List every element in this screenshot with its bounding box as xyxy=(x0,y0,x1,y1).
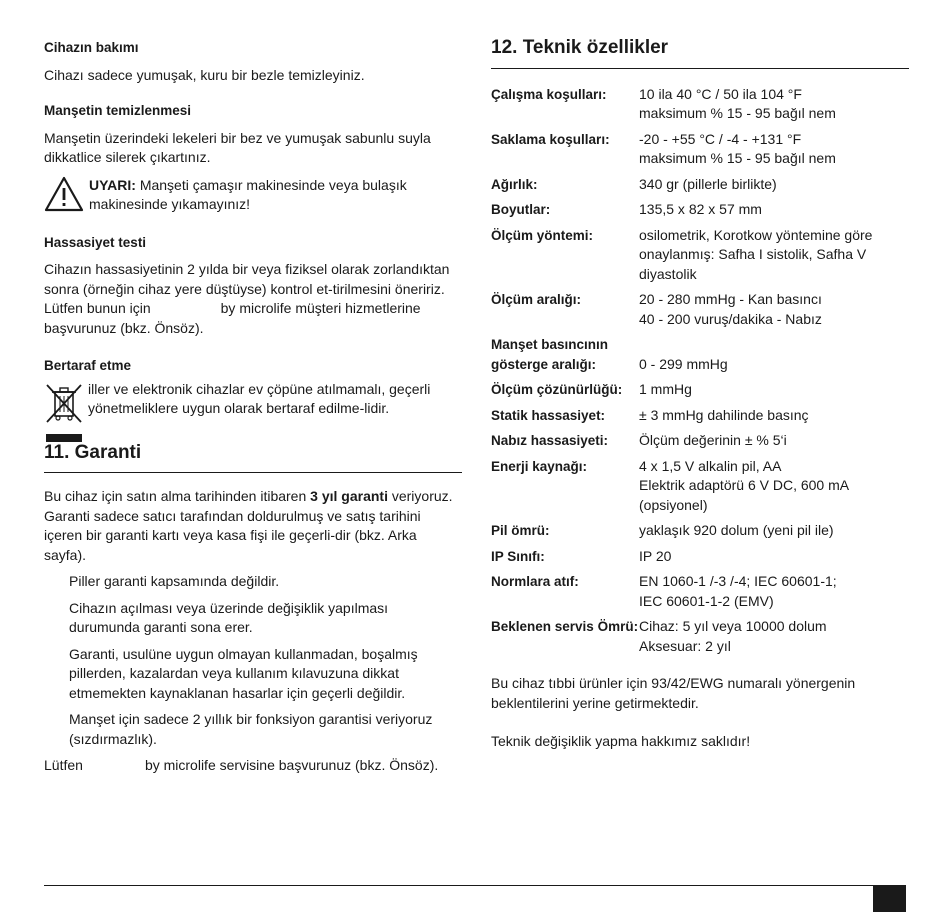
warranty-bullet: Cihazın açılması veya üzerinde değişiklik yapılması durumunda garanti sona erer. xyxy=(69,599,389,635)
spec-row: Nabız hassasiyeti: Ölçüm değerinin ± % 5‘i xyxy=(491,432,787,448)
care-heading: Cihazın bakımı xyxy=(44,40,139,55)
care-text: Cihazı sadece yumuşak, kuru bir bezle temizleyiniz. xyxy=(44,66,365,83)
spec-row: IP Sınıfı: IP 20 xyxy=(491,547,672,564)
spec-row: Ölçüm çözünürlüğü: 1 mmHg xyxy=(491,381,692,397)
spec-row: Ağırlık: 340 gr (pillerle birlikte) xyxy=(491,175,777,192)
spec-row: Statik hassasiyet: ± 3 mmHg dahilinde basınç xyxy=(491,406,809,423)
warning-triangle-icon xyxy=(44,176,84,212)
warranty-bullet: Garanti, usulüne uygun olmayan kullanmadan, boşalmış pillerden, kazalardan veya kullanım kılavuzuna dikkat etmemekten kaynaklanan hasarlar için geçerli değildir. xyxy=(69,645,418,701)
warning-text: Manşeti çamaşır makinesinde veya bulaşık makinesinde yıkamayınız! xyxy=(89,176,407,212)
spec-row: Boyutlar: 135,5 x 82 x 57 mm xyxy=(491,201,762,217)
cuff-cleaning-text: Manşetin üzerindeki lekeleri bir bez ve yumuşak sabunlu suyla dikkatlice silerek çıkartınız. xyxy=(44,129,431,165)
warning-note xyxy=(44,176,462,215)
accuracy-text: Cihazın hassasiyetinin 2 yılda bir veya fiziksel olarak zorlandıktan sonra (örneğin cihaz yere düştüyse) kontrol et-tirilmesini öneririz. Lütfen bunun için by microlife müşteri hizmetlerine başvurunuz (bkz. Önsöz). xyxy=(44,261,450,336)
crossed-bin-icon xyxy=(44,380,84,450)
spec-row: Normlara atıf: EN 1060-1 /-3 /-4; IEC 60601-1; IEC 60601-1-2 (EMV) xyxy=(491,573,837,609)
spec-row: Enerji kaynağı: 4 x 1,5 V alkalin pil, AA Elektrik adaptörü 6 V DC, 600 mA (opsiyonel) xyxy=(491,457,850,513)
spec-row: Saklama koşulları: -20 - +55 °C / -4 - +131 °F maksimum % 15 - 95 bağıl nem xyxy=(491,130,836,166)
disposal-heading: Bertaraf etme xyxy=(44,358,132,373)
spec-row: Pil ömrü: yaklaşık 920 dolum (yeni pil ile) xyxy=(491,522,834,538)
footer-divider xyxy=(44,885,906,886)
warranty-closing: Lütfen by microlife servisine başvurunuz (bkz. Önsöz). xyxy=(44,757,439,773)
spec-row: Beklenen servis Ömrü: Cihaz: 5 yıl veya 10000 dolum Aksesuar: 2 yıl xyxy=(491,618,827,654)
warranty-intro: Bu cihaz için satın alma tarihinden itibaren 3 yıl garanti veriyoruz. Garanti sadece satıcı tarafından doldurulmuş ve satış tarihini içeren bir garanti kartı veya kasa fişi ile geçerli-dir (bkz. Arka sayfa). xyxy=(44,488,453,563)
disposal-note xyxy=(44,380,462,419)
warranty-bullet: Manşet için sadece 2 yıllık bir fonksiyon garantisi veriyoruz (sızdırmazlık). xyxy=(69,711,433,747)
page-marker xyxy=(873,886,906,912)
directive-text: Bu cihaz tıbbi ürünler için 93/42/EWG numaralı yönergenin beklentilerini yerine getirmektedir. xyxy=(491,675,856,711)
accuracy-heading: Hassasiyet testi xyxy=(44,234,147,250)
disposal-text: iller ve elektronik cihazlar ev çöpüne atılmamalı, geçerli yönetmeliklere uygun olarak bertaraf edilme-lidir. xyxy=(88,380,431,416)
warranty-bullet: Piller garanti kapsamında değildir. xyxy=(69,573,280,589)
warning-label: UYARI: xyxy=(89,176,136,193)
left-column xyxy=(44,38,462,776)
tech-specs-title: 12. Teknik özellikler xyxy=(491,38,909,69)
reserve-text: Teknik değişiklik yapma hakkımız saklıdır! xyxy=(491,733,751,749)
cuff-cleaning-heading: Manşetin temizlenmesi xyxy=(44,103,192,118)
spec-row: Çalışma koşulları: 10 ila 40 °C / 50 ila 104 °F maksimum % 15 - 95 bağıl nem xyxy=(491,85,836,121)
spec-row: Manşet basıncının gösterge aralığı: 0 - 299 mmHg xyxy=(491,337,728,372)
spec-row: Ölçüm aralığı: 20 - 280 mmHg - Kan basıncı 40 - 200 vuruş/dakika - Nabız xyxy=(491,291,822,327)
spec-table xyxy=(491,85,909,663)
spec-row: Ölçüm yöntemi: osilometrik, Korotkow yöntemine göre onaylanmış: Safha I sistolik, Safha V diyastolik xyxy=(491,226,873,282)
warranty-title: 11. Garanti xyxy=(44,443,462,474)
right-column xyxy=(491,38,909,752)
